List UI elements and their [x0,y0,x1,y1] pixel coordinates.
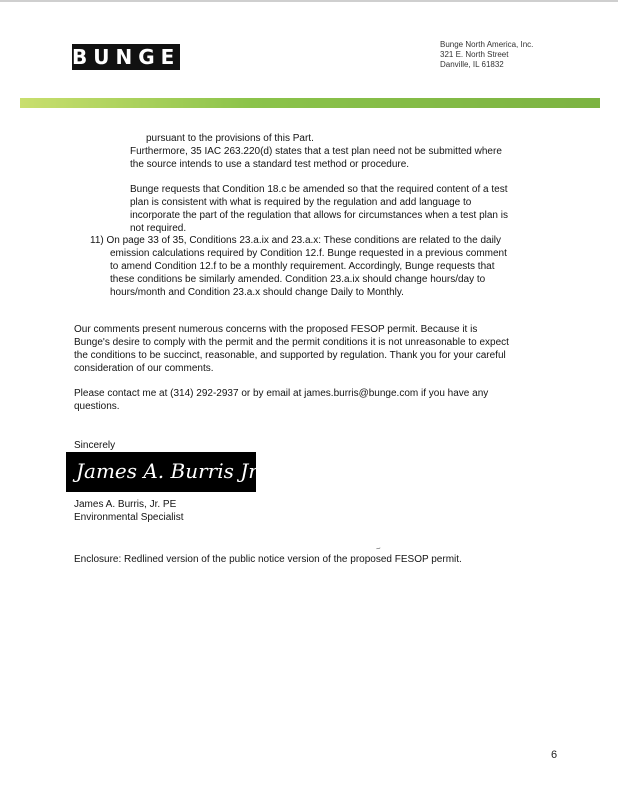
body-line: Furthermore, 35 IAC 263.220(d) states that a test plan need not be submitted where [130,146,502,157]
address-line: Bunge North America, Inc. [440,40,534,49]
body-line: Bunge requests that Condition 18.c be amended so that the required content of a test [130,184,508,195]
body-line: Please contact me at (314) 292-2937 or by email at james.burris@bunge.com if you have any [74,388,489,399]
body-line: these conditions be similarly amended. Condition 23.a.ix should change hours/day to [110,274,486,285]
signature-block [66,452,262,492]
page-number: 6 [551,749,558,761]
signer-title: Environmental Specialist [74,512,184,523]
top-border [0,0,618,2]
company-address [440,40,533,70]
header-green-bar [20,98,600,108]
body-line: pursuant to the provisions of this Part. [146,133,314,144]
stray-mark: ~ [374,543,382,554]
signer-name: James A. Burris, Jr. PE [74,499,177,510]
body-line: hours/month and Condition 23.a.x should change Daily to Monthly. [110,287,404,298]
body-line: not required. [130,223,187,234]
body-line: Our comments present numerous concerns with the proposed FESOP permit. Because it is [74,324,478,335]
enclosure-line: Enclosure: Redlined version of the public notice version of the proposed FESOP permit. [74,554,462,565]
body-line: the conditions to be succinct, reasonable, and supported by regulation. Thank you for your careful [74,350,506,361]
bunge-logo [72,44,180,70]
body-line: Bunge's desire to comply with the permit and the permit conditions it is not unreasonable to expect [74,337,509,348]
signature: James A. Burris Jr. [76,459,262,483]
address-line: 321 E. North Street [440,50,509,59]
logo-text: BUNGE [72,45,181,69]
salutation: Sincerely [74,440,116,451]
body-line: to amend Condition 12.f to be a monthly requirement. Accordingly, Bunge requests that [110,261,495,272]
body-line: plan is consistent with what is required by the regulation and add language to [130,197,472,208]
body-line: consideration of our comments. [74,363,214,374]
body-line: emission calculations required by Condition 12.f. Bunge requested in a previous comment [110,248,507,259]
body-line: incorporate the part of the regulation that allows for circumstances when a test plan is [130,210,508,221]
body-line: questions. [74,401,120,412]
address-line: Danville, IL 61832 [440,60,504,69]
list-item-11: 11) On page 33 of 35, Conditions 23.a.ix and 23.a.x: These conditions are related to the daily [90,235,502,246]
body-line: the source intends to use a standard test method or procedure. [130,159,410,170]
